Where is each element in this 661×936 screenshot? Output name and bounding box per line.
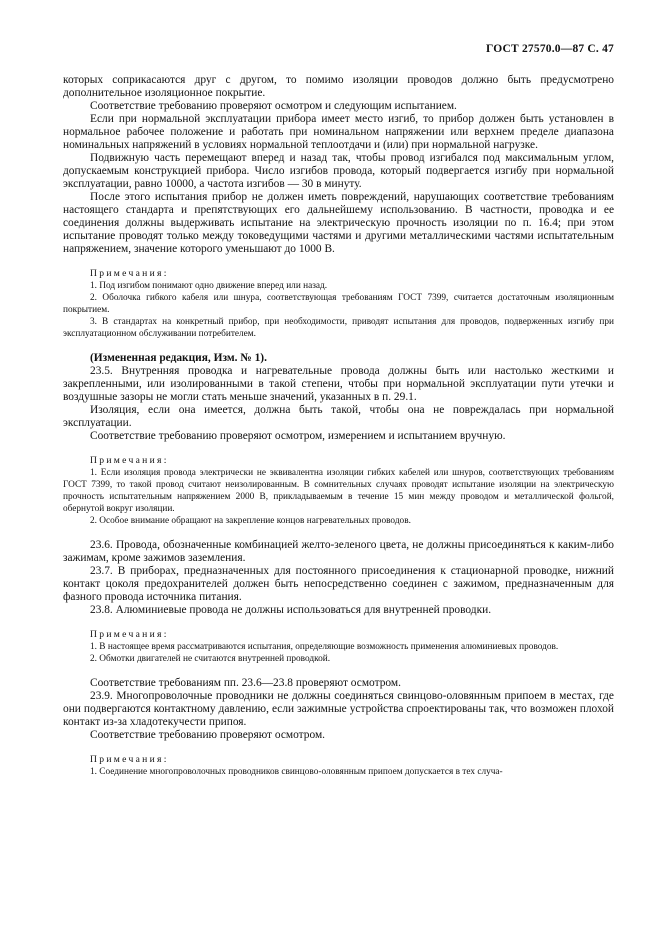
spacer — [63, 742, 614, 754]
paragraph: Если при нормальной эксплуатации прибора имеет место изгиб, то прибор должен быть установлен в нормальное рабочее положение и работать при номинальном напряжении или верхнем пределе диапазона номинальных напряжений в условиях нормальной теплоотдачи и (или) при нормальной нагрузке. — [63, 113, 614, 151]
paragraph: Соответствие требованию проверяют осмотром, измерением и испытанием вручную. — [90, 430, 506, 442]
spacer — [63, 256, 614, 268]
note-item: 1. Соединение многопроволочных проводников свинцово-оловянным припоем допускается в тех случа- — [90, 767, 503, 777]
spacer — [63, 443, 614, 455]
note-item: 2. Обмотки двигателей не считаются внутренней проводкой. — [90, 654, 331, 664]
paragraph: 23.5. Внутренняя проводка и нагревательные провода должны быть или настолько жесткими и закрепленными, или изолированными в такой степени, чтобы при нормальной эксплуатации пути утечки и воздушные зазоры не могли стать меньше значений, указанных в п. 29.1. — [63, 365, 614, 403]
note-item: 2. Оболочка гибкого кабеля или шнура, соответствующая требованиям ГОСТ 7399, считается достаточным изоляционным покрытием. — [63, 293, 614, 315]
notes-heading: Примечания: — [90, 455, 169, 466]
paragraph: Подвижную часть перемещают вперед и назад так, чтобы провод изгибался под максимальным углом, допускаемым конструкцией прибора. Число изгибов провода, который подвергается изгибу при нормальной эксплуатации, равно 10000, а частота изгибов — 30 в минуту. — [63, 152, 614, 190]
paragraph: Соответствие требованию проверяют осмотром и следующим испытанием. — [90, 100, 457, 112]
note-item: 2. Особое внимание обращают на закрепление концов нагревательных проводов. — [90, 516, 411, 526]
paragraph: которых соприкасаются друг с другом, то помимо изоляции проводов должно быть предусмотрено дополнительное изоляционное покрытие. — [63, 74, 614, 99]
notes-heading: Примечания: — [90, 754, 169, 765]
paragraph: 23.9. Многопроволочные проводники не должны соединяться свинцово-оловянным припоем в местах, где они подвергаются контактному давлению, если зажимные устройства спроектированы так, что возможен плохой контакт из-за хладотекучести припоя. — [63, 690, 614, 728]
note-item: 3. В стандартах на конкретный прибор, при необходимости, приводят испытания для проводов, подверженных изгибу при эксплуатационном обслуживании потребителем. — [63, 317, 614, 339]
paragraph: 23.8. Алюминиевые провода не должны использоваться для внутренней проводки. — [90, 604, 492, 616]
notes-heading: Примечания: — [90, 629, 169, 640]
spacer — [63, 340, 614, 352]
paragraph: После этого испытания прибор не должен иметь повреждений, нарушающих соответствие требованиям настоящего стандарта и препятствующих его дальнейшему использованию. В частности, проводка и ее соединения должны выдерживать испытание на электрическую прочность изоляции по п. 16.4; при этом испытание проводят только между токоведущими частями и другими металлическими частями испытательным напряжением, значение которого уменьшают до 1000 В. — [63, 191, 614, 255]
spacer — [63, 617, 614, 629]
paragraph: (Измененная редакция, Изм. № 1). — [90, 352, 267, 364]
note-item: 1. Под изгибом понимают одно движение вперед или назад. — [90, 281, 328, 291]
notes-heading: Примечания: — [90, 268, 169, 279]
paragraph: 23.7. В приборах, предназначенных для постоянного присоединения к стационарной проводке, нижний контакт цоколя предохранителей должен быть непосредственно соединен с зажимом, предназначенным для фазного провода источника питания. — [63, 565, 614, 603]
paragraph: Изоляция, если она имеется, должна быть такой, чтобы она не повреждалась при нормальной эксплуатации. — [63, 404, 614, 429]
paragraph: 23.6. Провода, обозначенные комбинацией желто-зеленого цвета, не должны присоединяться к каким-либо зажимам, кроме зажимов заземления. — [63, 539, 614, 564]
spacer — [63, 527, 614, 539]
note-item: 1. Если изоляция провода электрически не эквивалентна изоляции гибких кабелей или шнуров, соответствующих требованиям ГОСТ 7399, то такой провод считают неизолированным. В сомнительных случаях проводят испытание изоляции на электрическую прочность испытательным напряжением 2000 В, прикладываемым в течение 15 мин между проводом и металлической фольгой, обернутой вокруг изоляции. — [63, 468, 614, 514]
spacer — [63, 665, 614, 677]
note-item: 1. В настоящее время рассматриваются испытания, определяющие возможность применения алюминиевых проводов. — [90, 642, 559, 652]
document-body — [63, 74, 614, 778]
page-header: ГОСТ 27570.0—87 С. 47 — [486, 43, 614, 55]
paragraph: Соответствие требованию проверяют осмотром. — [90, 729, 326, 741]
paragraph: Соответствие требованиям пп. 23.6—23.8 проверяют осмотром. — [90, 677, 401, 689]
